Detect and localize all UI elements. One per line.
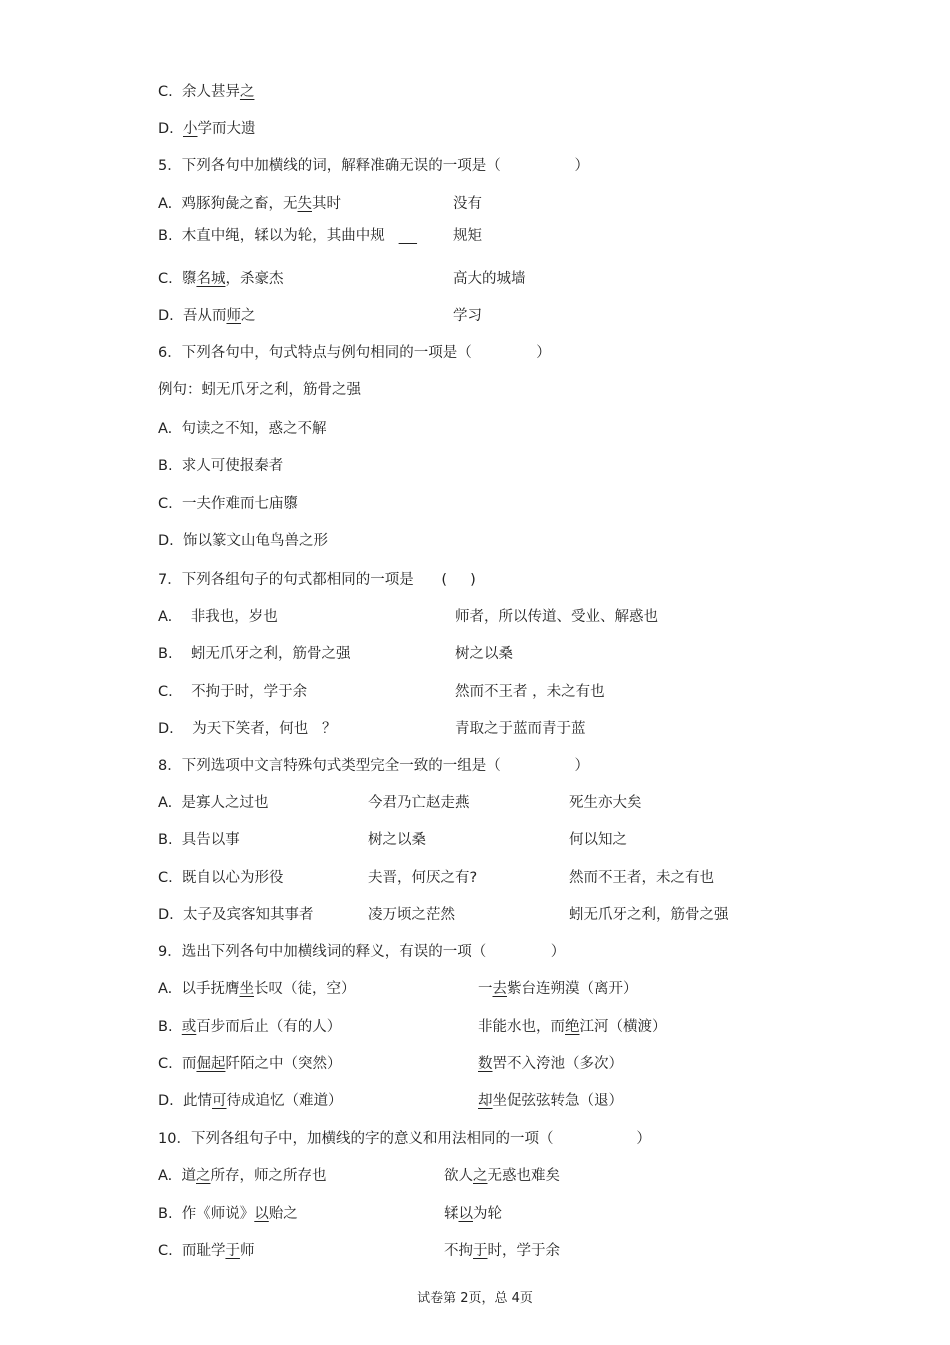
question-line — [158, 793, 269, 813]
text-span: 死生亦大矣 — [569, 795, 642, 811]
text-span: 所存，师之所存也 — [210, 1168, 327, 1184]
text-span: 阡陌之中（突然） — [225, 1056, 342, 1072]
question-line — [158, 531, 328, 551]
underlined-term: 去 — [492, 981, 507, 997]
text-span: 夫晋，何厌之有? — [368, 870, 478, 886]
question-line — [158, 156, 589, 176]
underlined-term: 之 — [239, 84, 255, 100]
question-column-text — [453, 194, 482, 214]
text-span: A. 是寡人之过也 — [158, 795, 269, 811]
question-column-text — [455, 682, 605, 702]
question-line — [158, 1241, 254, 1261]
question-line — [158, 682, 307, 702]
text-span: A. 句读之不知，惑之不解 — [158, 421, 327, 437]
text-span: 无惑也难矣 — [487, 1168, 560, 1184]
text-span: A. 鸡豚狗彘之畜，无 — [158, 196, 298, 212]
text-span: 学而大遗 — [197, 121, 256, 137]
question-column-text — [453, 306, 482, 326]
question-column-text — [444, 1204, 502, 1224]
question-column-text — [368, 830, 426, 850]
text-span: 待成追忆（难道） — [226, 1093, 343, 1109]
text-span: 非能水也，而 — [478, 1019, 565, 1035]
text-span: C. 不拘于时，学于余 — [158, 684, 308, 700]
text-span: 10．下列各组句子中，加横线的字的意义和用法相同的一项（ ） — [158, 1131, 651, 1147]
text-span: 没有 — [453, 196, 482, 212]
text-span: 之 — [241, 308, 256, 324]
underlined-term: 可 — [212, 1093, 227, 1109]
text-span: B. 作《师说》 — [158, 1206, 255, 1222]
text-span: 为轮 — [473, 1206, 502, 1222]
text-span: 其时 — [312, 196, 341, 212]
question-line — [158, 1204, 298, 1224]
text-span: 5．下列各句中加横线的词，解释准确无误的一项是（ ） — [158, 158, 589, 174]
text-span: 罟不入洿池（多次） — [492, 1056, 623, 1072]
underlined-term: 倔起 — [196, 1056, 226, 1072]
text-span: 江河（横渡） — [579, 1019, 667, 1035]
text-span: 6．下列各句中，句式特点与例句相同的一项是（ ） — [158, 345, 551, 361]
question-line — [158, 719, 337, 739]
question-line — [158, 306, 256, 326]
underlined-term: 于 — [225, 1243, 240, 1259]
text-span: D. 太子及宾客知其事者 — [158, 907, 314, 923]
question-column-text — [478, 1054, 623, 1074]
question-line — [158, 343, 551, 363]
text-span: 凌万顷之茫然 — [368, 907, 455, 923]
underlined-term: 失 — [297, 196, 312, 212]
question-line — [158, 905, 314, 925]
question-line — [158, 226, 417, 246]
text-span: 紫台连朔漠（离开） — [507, 981, 638, 997]
text-span: 蚓无爪牙之利，筋骨之强 — [569, 907, 729, 923]
text-span: 8．下列选项中文言特殊句式类型完全一致的一组是（ ） — [158, 758, 589, 774]
question-line — [158, 979, 356, 999]
question-line — [158, 607, 278, 627]
text-span: B. 具告以事 — [158, 832, 240, 848]
text-span: 7．下列各组句子的句式都相同的一项是 ( ) — [158, 572, 476, 588]
underlined-term: 于 — [473, 1243, 488, 1259]
question-line — [158, 119, 256, 139]
text-span: 何以知之 — [569, 832, 627, 848]
text-span: 树之以桑 — [455, 646, 513, 662]
underlined-term: 之 — [473, 1168, 488, 1184]
text-span: D. 为天下笑者，何也 ？ — [158, 721, 337, 737]
underlined-term: 名城 — [196, 271, 226, 287]
text-span: 一 — [478, 981, 493, 997]
question-line — [158, 868, 283, 888]
text-span: 百步而后止（有的人） — [196, 1019, 342, 1035]
question-line — [158, 1017, 341, 1037]
underlined-term: 或 — [181, 1019, 197, 1035]
underlined-term: 绝 — [565, 1019, 580, 1035]
question-line — [158, 269, 283, 289]
question-column-text — [569, 905, 729, 925]
text-span: C. 一夫作难而七庙隳 — [158, 496, 298, 512]
text-span: A. 非我也，岁也 — [158, 609, 278, 625]
underlined-term: 却 — [478, 1093, 493, 1109]
text-span: 高大的城墙 — [453, 271, 526, 287]
question-line — [158, 419, 327, 439]
text-span: ，杀豪杰 — [225, 271, 284, 287]
question-line — [158, 942, 565, 962]
text-span: 贻之 — [268, 1206, 298, 1222]
underlined-term: 以 — [254, 1206, 269, 1222]
question-column-text — [453, 269, 526, 289]
text-span: 不拘 — [444, 1243, 473, 1259]
text-span: C. 既自以心为形役 — [158, 870, 284, 886]
text-span: 然而不王者，未之有也 — [569, 870, 714, 886]
question-column-text — [368, 868, 477, 888]
question-line — [158, 82, 254, 102]
text-span: 师者，所以传道、受业、解惑也 — [455, 609, 658, 625]
question-column-text — [453, 226, 482, 246]
question-line — [158, 380, 361, 400]
text-span: B. 求人可使报秦者 — [158, 458, 284, 474]
question-line — [158, 1054, 341, 1074]
question-column-text — [569, 868, 714, 888]
text-span: D. 吾从而 — [158, 308, 227, 324]
question-column-text — [569, 793, 642, 813]
text-span: 树之以桑 — [368, 832, 426, 848]
text-span: A. 道 — [158, 1168, 196, 1184]
text-span: C. 余人甚异 — [158, 84, 240, 100]
text-span: D. 此情 — [158, 1093, 212, 1109]
question-column-text — [478, 1091, 623, 1111]
question-line — [158, 1166, 327, 1186]
question-line — [158, 494, 298, 514]
text-span: D. — [158, 121, 183, 137]
question-line — [158, 570, 476, 590]
text-span: 今君乃亡赵走燕 — [368, 795, 470, 811]
underlined-term: 以 — [458, 1206, 473, 1222]
text-span: D. 饰以篆文山龟鸟兽之形 — [158, 533, 328, 549]
question-line — [158, 194, 341, 214]
text-span: C. 隳 — [158, 271, 197, 287]
text-span: 坐促弦弦转急（退） — [492, 1093, 623, 1109]
text-span: 9．选出下列各句中加横线词的释义，有误的一项（ ） — [158, 944, 566, 960]
question-column-text — [455, 644, 513, 664]
question-line — [158, 1091, 343, 1111]
question-column-text — [455, 719, 586, 739]
underlined-term: 小 — [183, 121, 198, 137]
text-span: 时，学于余 — [487, 1243, 560, 1259]
text-span: B. 木直中绳，𫐓以为轮，其曲中规 — [158, 228, 399, 244]
text-span: 𫐓 — [444, 1206, 459, 1222]
page-footer: 试卷第 2页，总 4页 — [417, 1291, 533, 1306]
question-line — [158, 830, 240, 850]
question-line — [158, 644, 351, 664]
text-span: B. — [158, 1019, 182, 1035]
question-column-text — [368, 793, 470, 813]
text-span: B. 蚓无爪牙之利，筋骨之强 — [158, 646, 351, 662]
question-column-text — [478, 979, 638, 999]
text-span: A. 以手抚膺 — [158, 981, 240, 997]
text-span: 长叹（徒，空） — [254, 981, 356, 997]
question-column-text — [455, 607, 658, 627]
question-column-text — [444, 1241, 560, 1261]
underlined-term: 坐 — [239, 981, 254, 997]
text-span: 例句：蚓无爪牙之利，筋骨之强 — [158, 382, 361, 398]
underlined-term: 数 — [478, 1056, 493, 1072]
text-span: 然而不王者 ，未之有也 — [455, 684, 605, 700]
question-line — [158, 756, 589, 776]
underlined-term — [399, 228, 417, 244]
question-column-text — [478, 1017, 667, 1037]
question-line — [158, 1129, 651, 1149]
text-span: 青取之于蓝而青于蓝 — [455, 721, 586, 737]
text-span: 师 — [239, 1243, 255, 1259]
question-column-text — [444, 1166, 560, 1186]
question-column-text — [368, 905, 455, 925]
text-span: 欲人 — [444, 1168, 473, 1184]
underlined-term: 师 — [226, 308, 241, 324]
text-span: 学习 — [453, 308, 482, 324]
question-column-text — [569, 830, 627, 850]
underlined-term: 之 — [196, 1168, 211, 1184]
text-span: 规矩 — [453, 228, 482, 244]
question-line — [158, 456, 283, 476]
text-span: C. 而耻学 — [158, 1243, 226, 1259]
text-span: C. 而 — [158, 1056, 197, 1072]
